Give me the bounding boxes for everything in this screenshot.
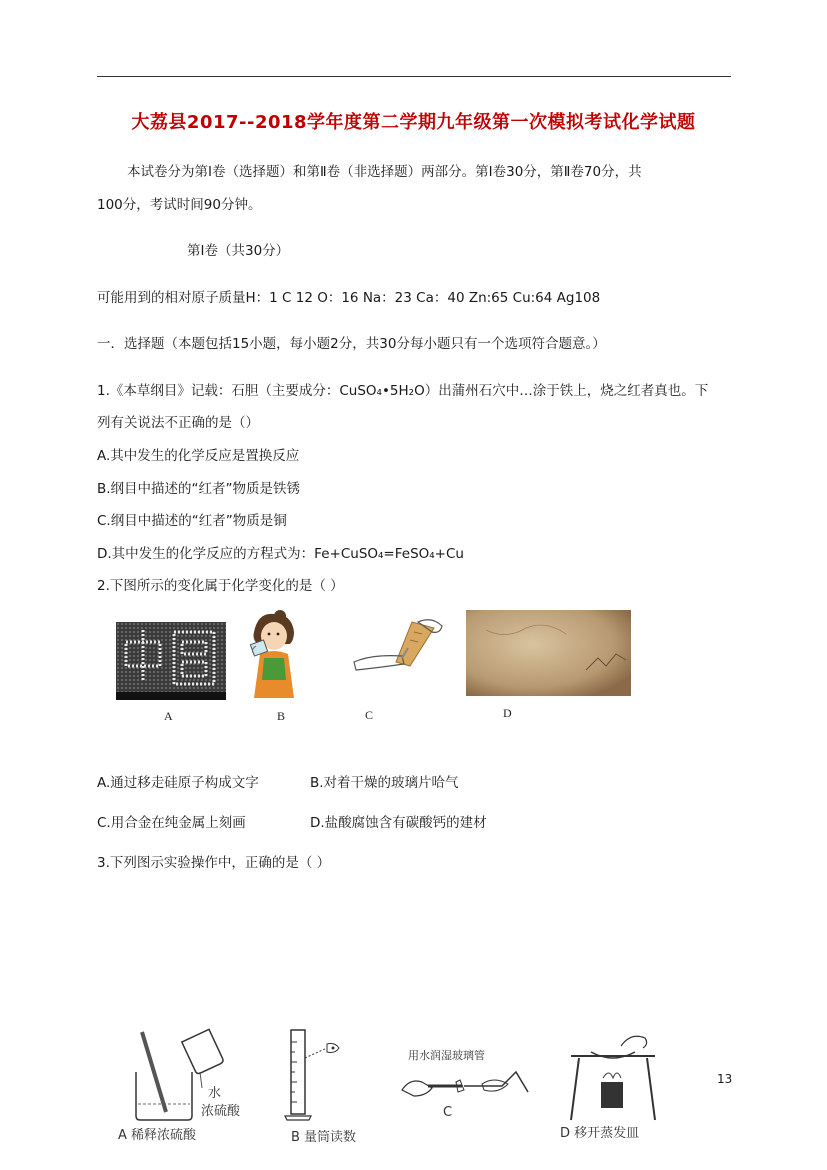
q3-a-caption: A 稀释浓硫酸 [118, 1128, 197, 1143]
q3-b-caption: B 量筒读数 [291, 1130, 357, 1145]
intro-line-1: 本试卷分为第Ⅰ卷（选择题）和第Ⅱ卷（非选择题）两部分。第Ⅰ卷30分，第Ⅱ卷70分，共 [127, 164, 642, 180]
q3-a-acid-label: 浓硫酸 [201, 1104, 241, 1119]
section1-heading: 一．选择题（本题包括15小题，每小题2分，共30分每小题只有一个选项符合题意。） [97, 336, 606, 352]
q3-figure-b-graduated-cylinder [283, 1028, 343, 1122]
q3-a-water-label: 水 [208, 1086, 222, 1101]
q1-stem-line-2: 列有关说法不正确的是（） [97, 415, 259, 431]
intro-line-2: 100分，考试时间90分钟。 [97, 197, 262, 213]
q2-image-label-a: A [164, 709, 173, 723]
q2-image-d-corroded-stone [466, 610, 631, 696]
q3-stem: 3.下列图示实验操作中，正确的是（ ） [97, 855, 331, 871]
part1-heading: 第Ⅰ卷（共30分） [187, 243, 290, 259]
atomic-masses: 可能用到的相对原子质量H：1 C 12 O：16 Na：23 Ca：40 Zn:65 Cu:64 Ag108 [97, 290, 601, 306]
q2-image-a-silicon-atoms [116, 622, 226, 700]
q1-option-b: B.纲目中描述的“红者”物质是铁锈 [97, 481, 301, 497]
q3-figure-c-glass-tube [398, 1062, 530, 1108]
q2-option-c: C.用合金在纯金属上刻画 [97, 815, 246, 831]
q3-c-note: 用水润湿玻璃管 [408, 1049, 485, 1062]
q2-option-d: D.盐酸腐蚀含有碳酸钙的建材 [310, 815, 487, 831]
q3-d-caption: D 移开蒸发皿 [560, 1126, 640, 1141]
q2-image-c-scratching-metal [352, 618, 444, 678]
q1-option-d: D.其中发生的化学反应的方程式为：Fe+CuSO₄=FeSO₄+Cu [97, 546, 464, 562]
q3-c-letter: C [443, 1105, 453, 1120]
q2-option-a: A.通过移走硅原子构成文字 [97, 775, 259, 791]
q2-stem: 2.下图所示的变化属于化学变化的是（ ） [97, 578, 344, 594]
page-number: 13 [717, 1072, 733, 1086]
q3-figure-d-evaporating-dish [565, 1030, 665, 1122]
q2-image-label-c: C [365, 708, 374, 722]
q1-option-a: A.其中发生的化学反应是置换反应 [97, 448, 300, 464]
q2-image-b-girl-breathing-on-glass [244, 610, 304, 702]
q1-stem-line-1: 1.《本草纲目》记载：石胆（主要成分：CuSO₄•5H₂O）出蒲州石穴中…涂于铁上，烧之红者真也。下 [97, 383, 709, 399]
q1-option-c: C.纲目中描述的“红者”物质是铜 [97, 513, 287, 529]
exam-title: 大荔县2017--2018学年度第二学期九年级第一次模拟考试化学试题 [131, 112, 696, 133]
q2-image-label-d: D [503, 706, 512, 720]
q2-option-b: B.对着干燥的玻璃片哈气 [310, 775, 459, 791]
q2-image-label-b: B [277, 709, 286, 723]
top-rule [97, 76, 731, 77]
